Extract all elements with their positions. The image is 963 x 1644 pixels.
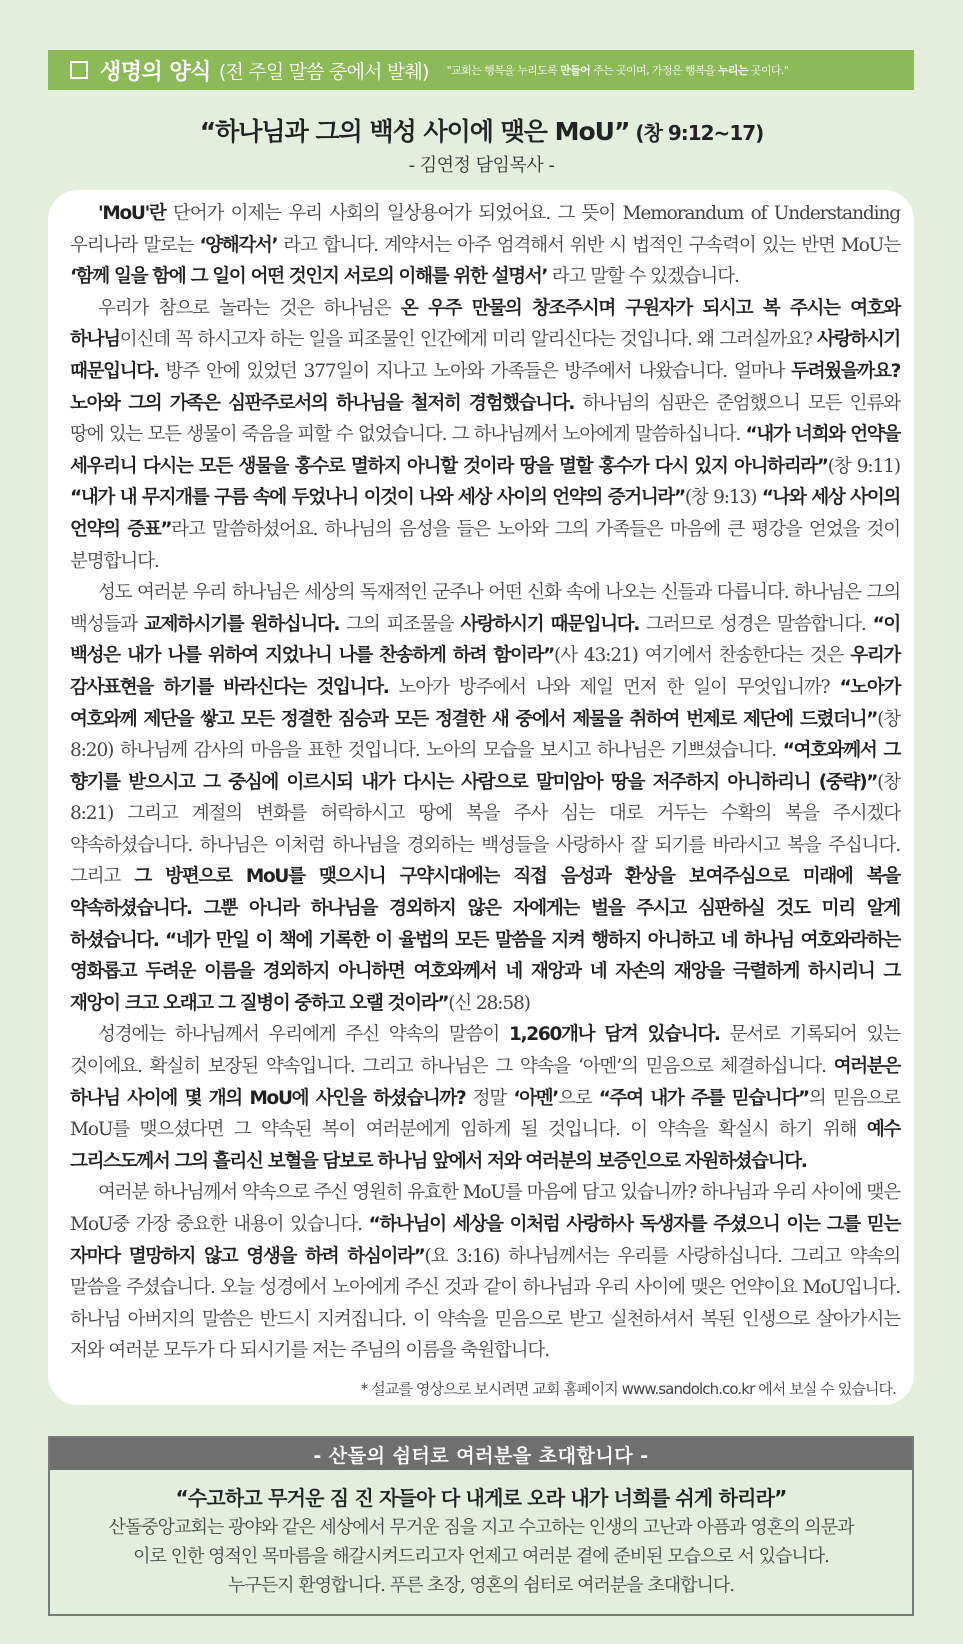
- emphasis-text: “주여 내가 주를 믿습니다”: [598, 1087, 809, 1109]
- invitation-quote: “수고하고 무거운 짐 진 자들아 다 내게로 오라 내가 너희를 쉬게 하리라”: [175, 1486, 787, 1510]
- invitation-line: 산돌중앙교회는 광야와 같은 세상에서 무거운 짐을 지고 수고하는 인생의 고난과 아픔과 영혼의 의문과: [108, 1517, 854, 1538]
- emphasis-text: 여러분은 하나님 사이에 몇 개의 MoU에 사인을 하셨습니까?: [70, 1056, 900, 1109]
- body-text: 우리가 참으로 놀라는 것은 하나님은: [98, 297, 401, 319]
- body-text: 정말: [465, 1087, 514, 1109]
- body-text: (사 43:21) 여기에서 찬송한다는 것은: [553, 645, 851, 667]
- checkbox-square-icon: [70, 61, 88, 79]
- sermon-paragraph: [70, 1019, 900, 1177]
- sermon-paragraph: [70, 198, 900, 293]
- body-text: 하나님의 심판은 준엄했으니 모든 인류와 땅에 있는 모든 생물이 죽음을 피할 수 없었습니다. 그 하나님께서 노아에게 말씀하십니다.: [70, 392, 900, 446]
- invitation-box: [48, 1436, 914, 1616]
- section-title: 생명의 양식: [100, 59, 211, 85]
- emphasis-text: 1,260개나 담겨 있습니다.: [509, 1024, 720, 1046]
- emphasis-text: “내가 너희와 언약을 세우리니 다시는 모든 생물을 홍수로 멸하지 아니할 것이라 땅을 멸할 홍수가 다시 있지 아니하리라”: [70, 424, 900, 477]
- body-text: (창 8:21) 그리고 계절의 변화를 허락하시고 땅에 복을 주사 심는 대로 거두는 수확의 복을 주시겠다 약속하셨습니다. 하나님은 이처럼 하나님을 경외하는 백성들을 사랑하사 잘 되기를 바라시고 복을 주십니다. 그리고: [70, 771, 900, 888]
- body-text: (창 9:11): [827, 455, 900, 477]
- body-text: 라고 말씀하셨어요. 하나님의 음성을 들은 노아와 그의 가족들은 마음에 큰 평강을 얻었을 것이 분명합니다.: [70, 518, 900, 572]
- body-text: 성경에는 하나님께서 우리에게 주신 약속의 말씀이: [98, 1024, 509, 1046]
- sermon-body: [48, 190, 914, 1405]
- body-text: 그의 피조물을: [339, 613, 461, 635]
- scripture-reference: (창 9:12~17): [635, 121, 764, 145]
- invitation-header: - 산돌의 쉼터로 여러분을 초대합니다 -: [50, 1438, 912, 1470]
- body-text: 여러분 하나님께서 약속으로 주신 영원히 유효한 MoU를 마음에 담고 있습니까? 하나님과 우리 사이에 맺은 MoU중 가장 중요한 내용이 있습니다.: [70, 1182, 900, 1235]
- invitation-line: 이로 인한 영적인 목마름을 해갈시켜드리고자 언제고 여러분 곁에 준비된 모습으로 서 있습니다.: [133, 1546, 829, 1567]
- section-subtitle: (전 주일 말씀 중에서 발췌): [218, 60, 429, 83]
- body-text: (창 9:13): [684, 487, 762, 509]
- body-text: (창 8:20) 하나님께 감사의 마음을 표한 것입니다. 노아의 모습을 보시고 하나님은 기쁘셨습니다.: [70, 708, 900, 762]
- sermon-title: “하나님과 그의 백성 사이에 맺은 MoU” (창 9:12~17): [199, 117, 764, 146]
- body-text: 문서로 기록되어 있는 것이에요. 확실히 보장된 약속입니다. 그리고 하나님은 그 약속을 ‘아멘’의 믿음으로 체결하십니다.: [70, 1024, 900, 1078]
- body-text: 단어가 이제는 우리 사회의 일상용어가 되었어요. 그 뜻이 Memorandum of Understanding 우리나라 말로는: [70, 203, 900, 256]
- body-text: 의 믿음으로 MoU를 맺으셨다면 그 약속된 복이 여러분에게 임하게 될 것입니다. 이 약속을 확실시 하기 위해: [70, 1087, 900, 1141]
- emphasis-text: “네가 만일 이 책에 기록한 이 율법의 모든 말씀을 지켜 행하지 아니하고 네 하나님 여호와라하는 영화롭고 두려운 이름을 경외하지 아니하면 여호와께서 네 재앙과 네 자손의 재앙을 극렬하게 하시리니 그 재앙이 크고 오래고 그 질병이 중하고 오랠 것이라”: [70, 929, 901, 1014]
- emphasis-text: 두려웠을까요? 노아와 그의 가족은 심판주로서의 하나님을 철저히 경험했습니다.: [70, 360, 900, 414]
- video-note: * 설교를 영상으로 보시려면 교회 홈페이지 www.sandolch.co.kr 에서 보실 수 있습니다.: [360, 1380, 896, 1398]
- sermon-paragraph: [70, 577, 900, 1019]
- emphasis-text: “여호와께서 그 향기를 받으시고 그 중심에 이르시되 내가 다시는 사람으로 말미암아 땅을 저주하지 아니하리니 (중략)”: [70, 740, 900, 793]
- body-text: 라고 말할 수 있겠습니다.: [547, 266, 739, 288]
- emphasis-text: 온 우주 만물의 창조주시며 구원자가 되시고 복 주시는 여호와 하나님: [70, 297, 900, 351]
- emphasis-text: ‘함께 일을 함에 그 일이 어떤 것인지 서로의 이해를 위한 설명서’: [70, 266, 548, 288]
- emphasis-text: ‘양해각서’: [199, 234, 278, 256]
- body-text: 성도 여러분 우리 하나님은 세상의 독재적인 군주나 어떤 신화 속에 나오는 신들과 다릅니다. 하나님은 그의 백성들과: [70, 582, 900, 635]
- emphasis-text: “나와 세상 사이의 언약의 증표”: [70, 487, 900, 540]
- body-text: 이신데 꼭 하시고자 하는 일을 피조물인 인간에게 미리 알리신다는 것입니다. 왜 그러실까요?: [119, 329, 818, 351]
- sermon-paragraphs: [70, 198, 900, 1367]
- emphasis-text: ‘아멘’: [513, 1087, 558, 1109]
- emphasis-text: “내가 내 무지개를 구름 속에 두었나니 이것이 나와 세상 사이의 언약의 증거니라”: [70, 487, 685, 509]
- emphasis-text: 그 방편으로 MoU를 맺으시니 구약시대에는 직접 음성과 환상을 보여주심으로 미래에 복을 약속하셨습니다. 그뿐 아니라 하나님을 경외하지 않은 자에게는 벌을 주시고 심판하실 것도 미리 알게 하셨습니다.: [70, 866, 900, 951]
- emphasis-text: 교제하시기를 원하십니다.: [143, 613, 340, 635]
- section-header: [48, 50, 914, 90]
- emphasis-text: “이 백성은 내가 나를 위하여 지었나니 나를 찬송하게 하려 함이라”: [70, 613, 900, 667]
- sermon-author: - 김연정 담임목사 -: [408, 155, 555, 176]
- body-text: 으로: [558, 1087, 599, 1109]
- invitation-text: [50, 1513, 912, 1600]
- emphasis-text: 우리가 감사표현을 하기를 바라신다는 것입니다.: [70, 645, 900, 698]
- body-text: 그러므로 성경은 말씀합니다.: [639, 613, 873, 635]
- emphasis-text: “하나님이 세상을 이처럼 사랑하사 독생자를 주셨으니 이는 그를 믿는 자마다 멸망하지 않고 영생을 하려 하심이라”: [70, 1214, 900, 1267]
- emphasis-text: 'MoU'란: [98, 203, 166, 224]
- body-text: 방주 안에 있었던 377일이 지나고 노아와 가족들은 방주에서 나왔습니다. 얼마나: [158, 360, 792, 382]
- body-text: 라고 합니다. 계약서는 아주 엄격해서 위반 시 법적인 구속력이 있는 반면 MoU는: [277, 234, 900, 256]
- emphasis-text: 사랑하시기 때문입니다.: [460, 613, 640, 635]
- sermon-paragraph: [70, 1177, 900, 1367]
- emphasis-text: “노아가 여호와께 제단을 쌓고 모든 정결한 짐승과 모든 정결한 새 중에서 제물을 취하여 번제로 제단에 드렸더니”: [70, 676, 901, 730]
- emphasis-text: 사랑하시기 때문입니다.: [70, 329, 900, 382]
- header-quote: "교회는 행복을 누리도록 만들어 주는 곳이며, 가정은 행복을 누리는 곳이다.": [446, 64, 789, 77]
- emphasis-text: 예수 그리스도께서 그의 흘리신 보혈을 담보로 하나님 앞에서 저와 여러분의 보증인으로 자원하셨습니다.: [70, 1119, 900, 1172]
- body-text: (신 28:58): [448, 992, 530, 1014]
- invitation-line: 누구든지 환영합니다. 푸른 초장, 영혼의 쉼터로 여러분을 초대합니다.: [227, 1575, 735, 1596]
- body-text: (요 3:16) 하나님께서는 우리를 사랑하십니다. 그리고 약속의 말씀을 주셨습니다. 오늘 성경에서 노아에게 주신 것과 같이 하나님과 우리 사이에 맺은 언약이요 MoU입니다. 하나님 아버지의 말씀은 반드시 지켜집니다. 이 약속을 믿음으로 받고 실천하셔서 복된 인생으로 살아가시는 저와 여러분 모두가 다 되시기를 저는 주님의 이름을 축원합니다.: [70, 1245, 900, 1362]
- body-text: 노아가 방주에서 나와 제일 먼저 한 일이 무엇입니까?: [388, 676, 840, 698]
- sermon-paragraph: [70, 293, 900, 577]
